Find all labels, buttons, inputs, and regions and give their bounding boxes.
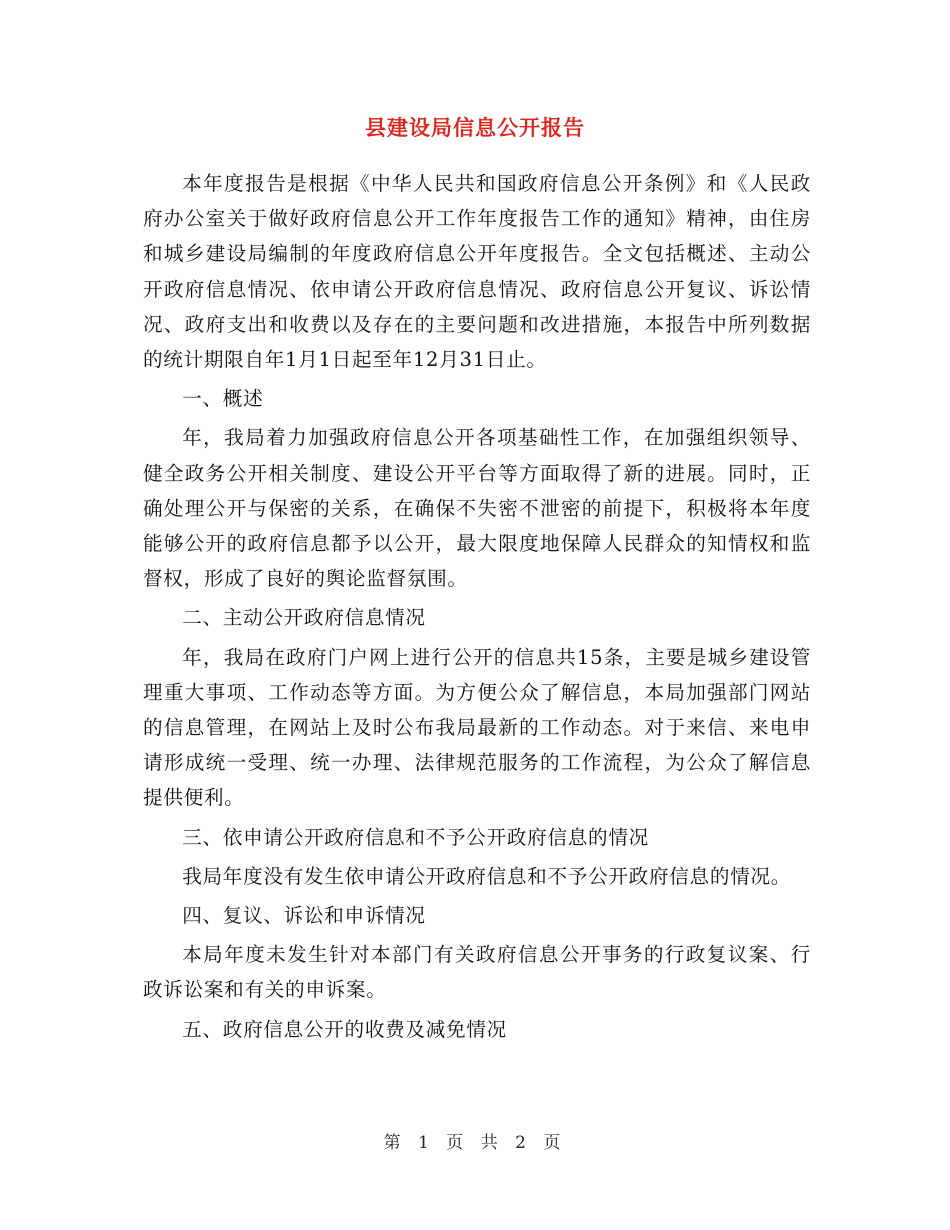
heading-request-disclosure: 三、依申请公开政府信息和不予公开政府信息的情况 [182,825,649,849]
paragraph-overview: 年，我局着力加强政府信息公开各项基础性工作，在加强组织领导、健全政务公开相关制度、建设公开平台等方面取得了新的进展。同时，正确处理公开与保密的关系，在确保不失密不泄密的前提下，积极将本年度能够公开的政府信息都予以公开，最大限度地保障人民群众的知情权和监督权，形成了良好的舆论监督氛围。 [143,426,811,591]
paragraph-proactive-disclosure: 年，我局在政府门户网上进行公开的信息共15条，主要是城乡建设管理重大事项、工作动态等方面。为方便公众了解信息，本局加强部门网站的信息管理，在网站上及时公布我局最新的工作动态。对于来信、来电申请形成统一受理、统一办理、法律规范服务的工作流程，为公众了解信息提供便利。 [143,645,811,810]
heading-review-litigation: 四、复议、诉讼和申诉情况 [182,904,426,928]
heading-fees: 五、政府信息公开的收费及减免情况 [182,1017,507,1041]
paragraph-intro: 本年度报告是根据《中华人民共和国政府信息公开条例》和《人民政府办公室关于做好政府信息公开工作年度报告工作的通知》精神，由住房和城乡建设局编制的年度政府信息公开年度报告。全文包括概述、主动公开政府信息情况、依申请公开政府信息情况、政府信息公开复议、诉讼情况、政府支出和收费以及存在的主要问题和改进措施，本报告中所列数据的统计期限自年1月1日起至年12月31日止。 [143,172,811,372]
heading-overview: 一、概述 [182,387,264,411]
paragraph-request-disclosure: 我局年度没有发生依申请公开政府信息和不予公开政府信息的情况。 [182,864,791,888]
paragraph-review-litigation: 本局年度未发生针对本部门有关政府信息公开事务的行政复议案、行政诉讼案和有关的申诉案。 [143,943,811,1002]
page-number: 第 1 页 共 2 页 [383,1133,567,1153]
document-title: 县建设局信息公开报告 [365,115,585,140]
document-body [143,166,811,1047]
heading-proactive-disclosure: 二、主动公开政府信息情况 [182,606,426,630]
